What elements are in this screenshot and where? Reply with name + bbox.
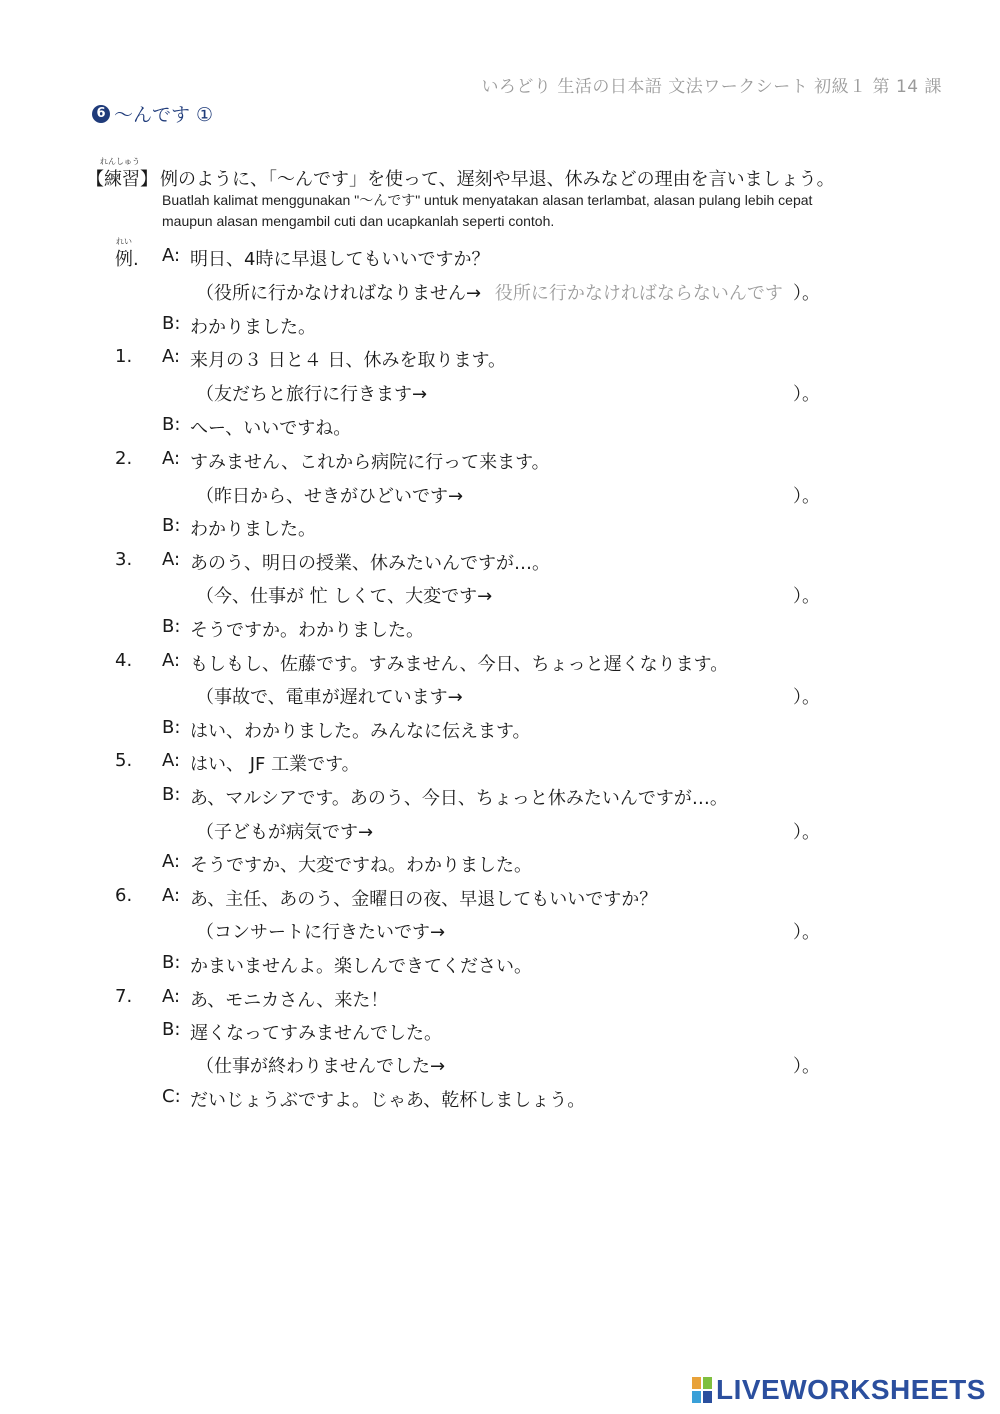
example-speaker-a: A:: [162, 245, 181, 266]
item-6-speaker-b: B:: [162, 952, 181, 973]
item-2-hint: （昨日から、せきがひどいです→: [196, 486, 464, 507]
item-6-line-b: かまいませんよ。楽しんできてください。: [190, 956, 532, 977]
item-2-line-b: わかりました。: [190, 519, 316, 540]
logo-block-2: [703, 1377, 712, 1389]
header-title: いろどり 生活の日本語 文法ワークシート 初級１ 第 14 課: [481, 77, 942, 97]
instruction-label: 【練習】: [86, 169, 158, 190]
item-2-number: 2.: [115, 448, 133, 469]
item-1-answer-close: ）。: [793, 384, 820, 405]
footer-logo[interactable]: [692, 1374, 986, 1406]
example-speaker-b: B:: [162, 313, 181, 334]
item-4-speaker-a: A:: [162, 650, 181, 671]
item-4-line-b: はい、わかりました。みんなに伝えます。: [190, 721, 531, 742]
instruction-label-ruby: れんしゅう: [100, 157, 140, 166]
item-4-answer-close: ）。: [793, 687, 820, 708]
item-5-speaker-a2: A:: [162, 851, 181, 872]
item-5-line-a: はい、 JF 工業です。: [190, 754, 360, 775]
section-number-badge: 6: [92, 105, 110, 123]
item-7-speaker-c: C:: [162, 1086, 181, 1107]
item-3-hint: （今、仕事が 忙 しくて、大変です→: [196, 586, 493, 607]
example-line-a: 明日、4時に早退してもいいですか？: [190, 249, 490, 270]
item-1-speaker-b: B:: [162, 414, 181, 435]
example-num-ruby: れい: [116, 237, 132, 246]
item-5-number: 5.: [115, 750, 133, 771]
item-7-speaker-a: A:: [162, 986, 181, 1007]
footer-brand-text: LIVEWORKSHEETS: [716, 1374, 986, 1405]
item-7-number: 7.: [115, 986, 133, 1007]
example-answer: 役所に行かなければならないんです: [494, 283, 783, 304]
instruction-indonesian: [162, 190, 862, 232]
item-3-speaker-a: A:: [162, 549, 181, 570]
example-close: ）。: [793, 283, 820, 304]
item-3-line-b: そうですか。わかりました。: [190, 620, 424, 641]
example-line-b: わかりました。: [190, 317, 316, 338]
instruction-indonesian-line2: maupun alasan mengambil cuti dan ucapkanlah seperti contoh.: [162, 213, 555, 229]
item-5-hint: （子どもが病気です→: [196, 822, 374, 843]
section-title: [92, 100, 213, 127]
item-2-speaker-b: B:: [162, 515, 181, 536]
item-1-line-a: 来月の３ 日と４ 日、休みを取ります。: [190, 350, 507, 371]
item-6-speaker-a: A:: [162, 885, 181, 906]
liveworksheets-logo-icon: [692, 1377, 712, 1403]
item-5-speaker-a: A:: [162, 750, 181, 771]
instruction-indonesian-line1: Buatlah kalimat menggunakan "～んです" untuk menyatakan alasan terlambat, alasan pulang lebih cepat: [162, 192, 813, 208]
item-6-line-a: あ、主任、あのう、金曜日の夜、早退してもいいですか？: [190, 889, 658, 910]
item-1-number: 1.: [115, 346, 133, 367]
item-3-line-a: あのう、明日の授業、休みたいんですが…。: [190, 553, 550, 574]
item-3-number: 3.: [115, 549, 133, 570]
instruction-japanese: 例のように、「～んです」を使って、遅刻や早退、休みなどの理由を言いましょう。: [160, 169, 835, 190]
example-hint: [196, 279, 783, 305]
item-2-line-a: すみません、これから病院に行って来ます。: [190, 452, 550, 473]
item-4-hint: （事故で、電車が遅れています→: [196, 687, 463, 708]
item-3-speaker-b: B:: [162, 616, 181, 637]
item-7-line-b: 遅くなってすみませんでした。: [190, 1023, 442, 1044]
item-4-speaker-b: B:: [162, 717, 181, 738]
item-1-speaker-a: A:: [162, 346, 181, 367]
item-6-answer-close: ）。: [793, 922, 820, 943]
section-title-text: ～んです ①: [114, 104, 214, 126]
example-number: 例.: [115, 249, 139, 270]
item-2-speaker-a: A:: [162, 448, 181, 469]
item-6-hint: （コンサートに行きたいです→: [196, 922, 446, 943]
item-5-speaker-b: B:: [162, 784, 181, 805]
item-5-answer-close: ）。: [793, 822, 820, 843]
item-3-answer-close: ）。: [793, 586, 820, 607]
item-1-line-b: へー、いいですね。: [190, 418, 352, 439]
item-7-hint: （仕事が終わりませんでした→: [196, 1056, 446, 1077]
item-7-line-a: あ、モニカさん、来た！: [190, 990, 389, 1011]
item-4-number: 4.: [115, 650, 133, 671]
item-5-line-b: あ、マルシアです。あのう、今日、ちょっと休みたいんですが…。: [190, 788, 728, 809]
item-7-speaker-b: B:: [162, 1019, 181, 1040]
item-1-hint: （友だちと旅行に行きます→: [196, 384, 428, 405]
logo-block-1: [692, 1377, 701, 1389]
item-6-number: 6.: [115, 885, 133, 906]
item-5-line-a2: そうですか、大変ですね。わかりました。: [190, 855, 532, 876]
logo-block-3: [692, 1391, 701, 1403]
logo-block-4: [703, 1391, 712, 1403]
item-2-answer-close: ）。: [793, 486, 820, 507]
item-4-line-a: もしもし、佐藤です。すみません、今日、ちょっと遅くなります。: [190, 654, 729, 675]
item-7-answer-close: ）。: [793, 1056, 820, 1077]
example-hint-text: （役所に行かなければなりません→: [196, 283, 482, 304]
item-7-line-c: だいじょうぶですよ。じゃあ、乾杯しましょう。: [190, 1090, 586, 1111]
